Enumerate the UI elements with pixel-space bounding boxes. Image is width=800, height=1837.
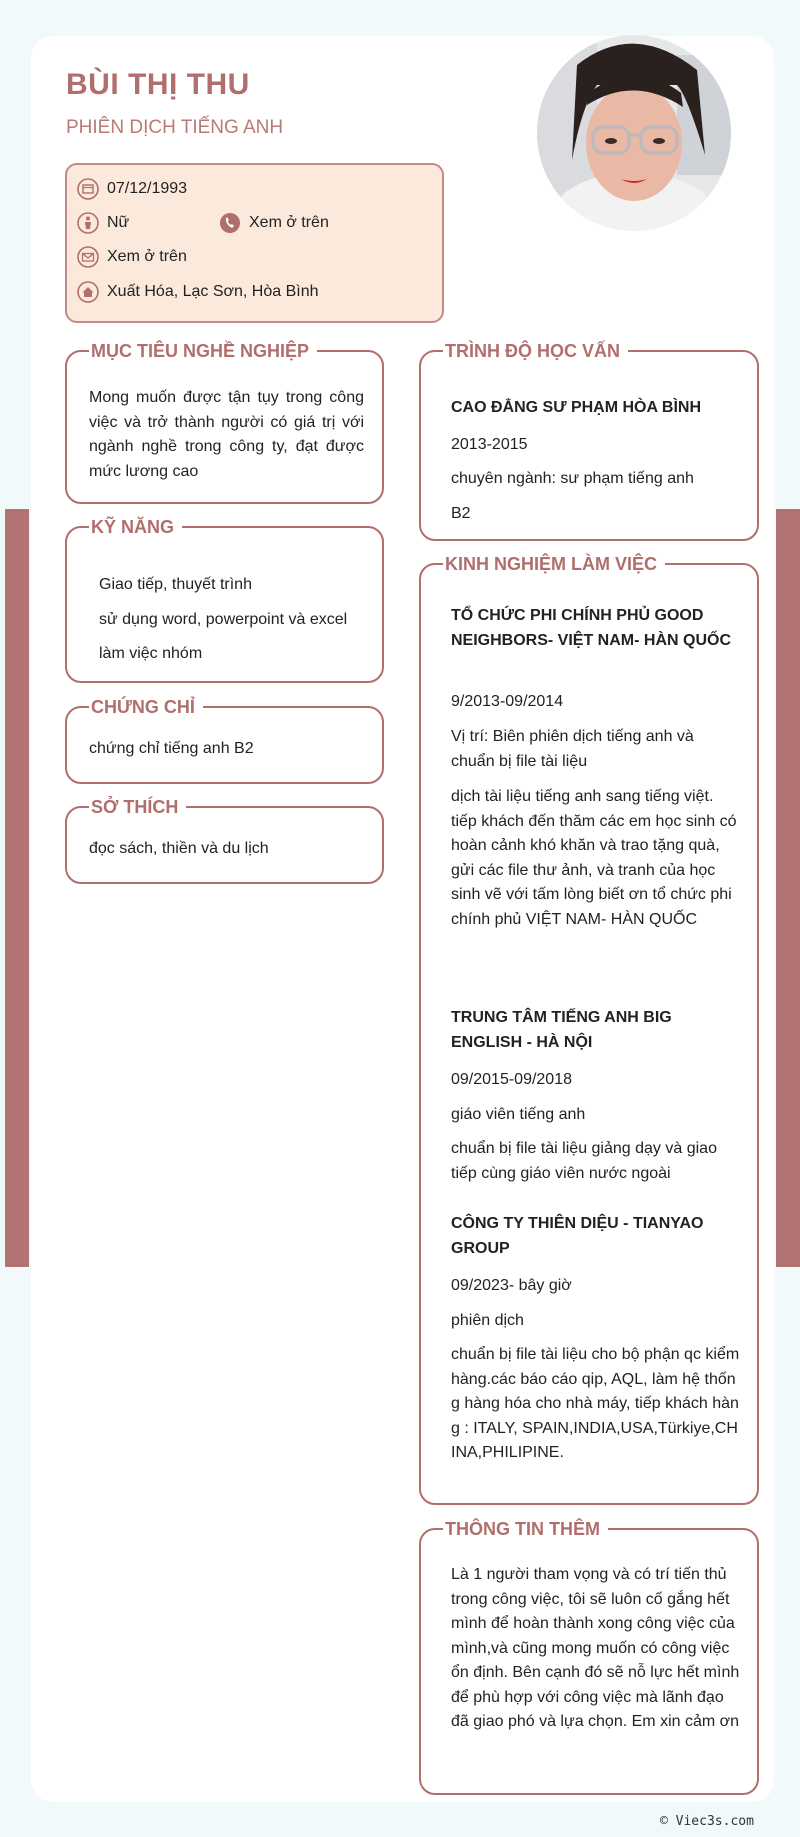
job-description: dịch tài liệu tiếng anh sang tiếng việt. tiếp khách đến thăm các em học sinh có hoàn cảnh khó khăn và trao tặng quà, gửi các file thư ảnh, và tranh của học sinh vẽ với tấm lòng biết ơn tổ chức phi chính phủ VIỆT NAM- HÀN QUỐC [451, 788, 737, 928]
job-position: Vị trí: Biên phiên dịch tiếng anh và chuẩn bị file tài liệu [451, 728, 694, 770]
gender-icon [77, 212, 99, 234]
mail-icon [77, 246, 99, 268]
job-company: TỔ CHỨC PHI CHÍNH PHỦ GOOD NEIGHBORS- VIỆT NAM- HÀN QUỐC [451, 607, 731, 649]
hobbies-card [65, 797, 384, 884]
address-value: Xuất Hóa, Lạc Sơn, Hòa Bình [107, 283, 319, 300]
candidate-name: BÙI THỊ THU [66, 68, 250, 101]
email-row [77, 246, 187, 268]
address-row [77, 281, 319, 303]
left-accent-bar [5, 509, 29, 1267]
birthdate-value: 07/12/1993 [107, 180, 188, 197]
skills-title: KỸ NĂNG [89, 515, 182, 539]
job-period: 9/2013-09/2014 [451, 693, 564, 710]
experience-title: KINH NGHIỆM LÀM VIỆC [443, 552, 665, 576]
additional-info-card [419, 1519, 759, 1795]
additional-info-text: Là 1 người tham vọng và có trí tiến thủ trong công việc, tôi sẽ luôn cố gắng hết mình để hoàn thành xong công việc của mình,và cũng mong muốn có công việc ổn định. Bên cạnh đó sẽ nỗ lực hết mình để phù hợp với công việc mà lãnh đạo đã giao phó và lựa chọn. Em xin cảm ơn [451, 1566, 740, 1730]
right-accent-bar [776, 509, 800, 1267]
birthdate-row [77, 178, 187, 200]
gender-value: Nữ [107, 214, 130, 231]
objective-text: Mong muốn được tận tụy trong công việc và trở thành người có giá trị với ngành nghề trong công ty, đạt được mức lương cao [89, 389, 364, 480]
education-level: B2 [451, 505, 471, 522]
calendar-icon [77, 178, 99, 200]
phone-value: Xem ở trên [249, 214, 329, 231]
additional-info-title: THÔNG TIN THÊM [443, 1517, 608, 1541]
job-position: phiên dịch [451, 1312, 524, 1329]
certificate-text: chứng chỉ tiếng anh B2 [89, 740, 254, 757]
education-school: CAO ĐẲNG SƯ PHẠM HÒA BÌNH [451, 399, 702, 416]
job-position: giáo viên tiếng anh [451, 1106, 586, 1123]
education-major: chuyên ngành: sư phạm tiếng anh [451, 470, 694, 487]
experience-card [419, 554, 759, 1505]
job-title: PHIÊN DỊCH TIẾNG ANH [66, 117, 284, 138]
personal-info-box [65, 163, 444, 323]
profile-photo [537, 35, 731, 231]
objective-title: MỤC TIÊU NGHỀ NGHIỆP [89, 339, 317, 363]
job-period: 09/2023- bây giờ [451, 1277, 572, 1294]
skills-card [65, 517, 384, 683]
gender-row [77, 212, 129, 234]
job-company: TRUNG TÂM TIẾNG ANH BIG ENGLISH - HÀ NỘI [451, 1009, 672, 1051]
hobbies-title: SỞ THÍCH [89, 795, 186, 819]
job-description: chuẩn bị file tài liệu giảng dạy và giao tiếp cùng giáo viên nước ngoài [451, 1140, 717, 1182]
education-title: TRÌNH ĐỘ HỌC VẤN [443, 339, 628, 363]
job-description: chuẩn bị file tài liệu cho bộ phận qc kiểm hàng.các báo cáo qip, AQL, làm hệ thống hàng hóa cho nhà máy, tiếp khách hàng : ITALY, SPAIN,INDIA,USA,Türkiye,CHINA,PHILIPINE. [451, 1346, 740, 1461]
job-company: CÔNG TY THIÊN DIỆU - TIANYAO GROUP [451, 1215, 704, 1257]
hobbies-text: đọc sách, thiền và du lịch [89, 840, 269, 857]
job-period: 09/2015-09/2018 [451, 1071, 572, 1088]
objective-card [65, 341, 384, 504]
skill-item: sử dụng word, powerpoint và excel [99, 611, 348, 628]
email-value: Xem ở trên [107, 248, 187, 265]
phone-icon [219, 212, 241, 234]
phone-row [219, 212, 329, 234]
home-icon [77, 281, 99, 303]
footer-copyright: © Viec3s.com [660, 1814, 754, 1829]
certificates-card [65, 697, 384, 784]
education-card [419, 341, 759, 541]
education-period: 2013-2015 [451, 436, 528, 453]
skill-item: làm việc nhóm [99, 645, 203, 662]
skill-item: Giao tiếp, thuyết trình [99, 576, 252, 593]
certificates-title: CHỨNG CHỈ [89, 695, 203, 719]
